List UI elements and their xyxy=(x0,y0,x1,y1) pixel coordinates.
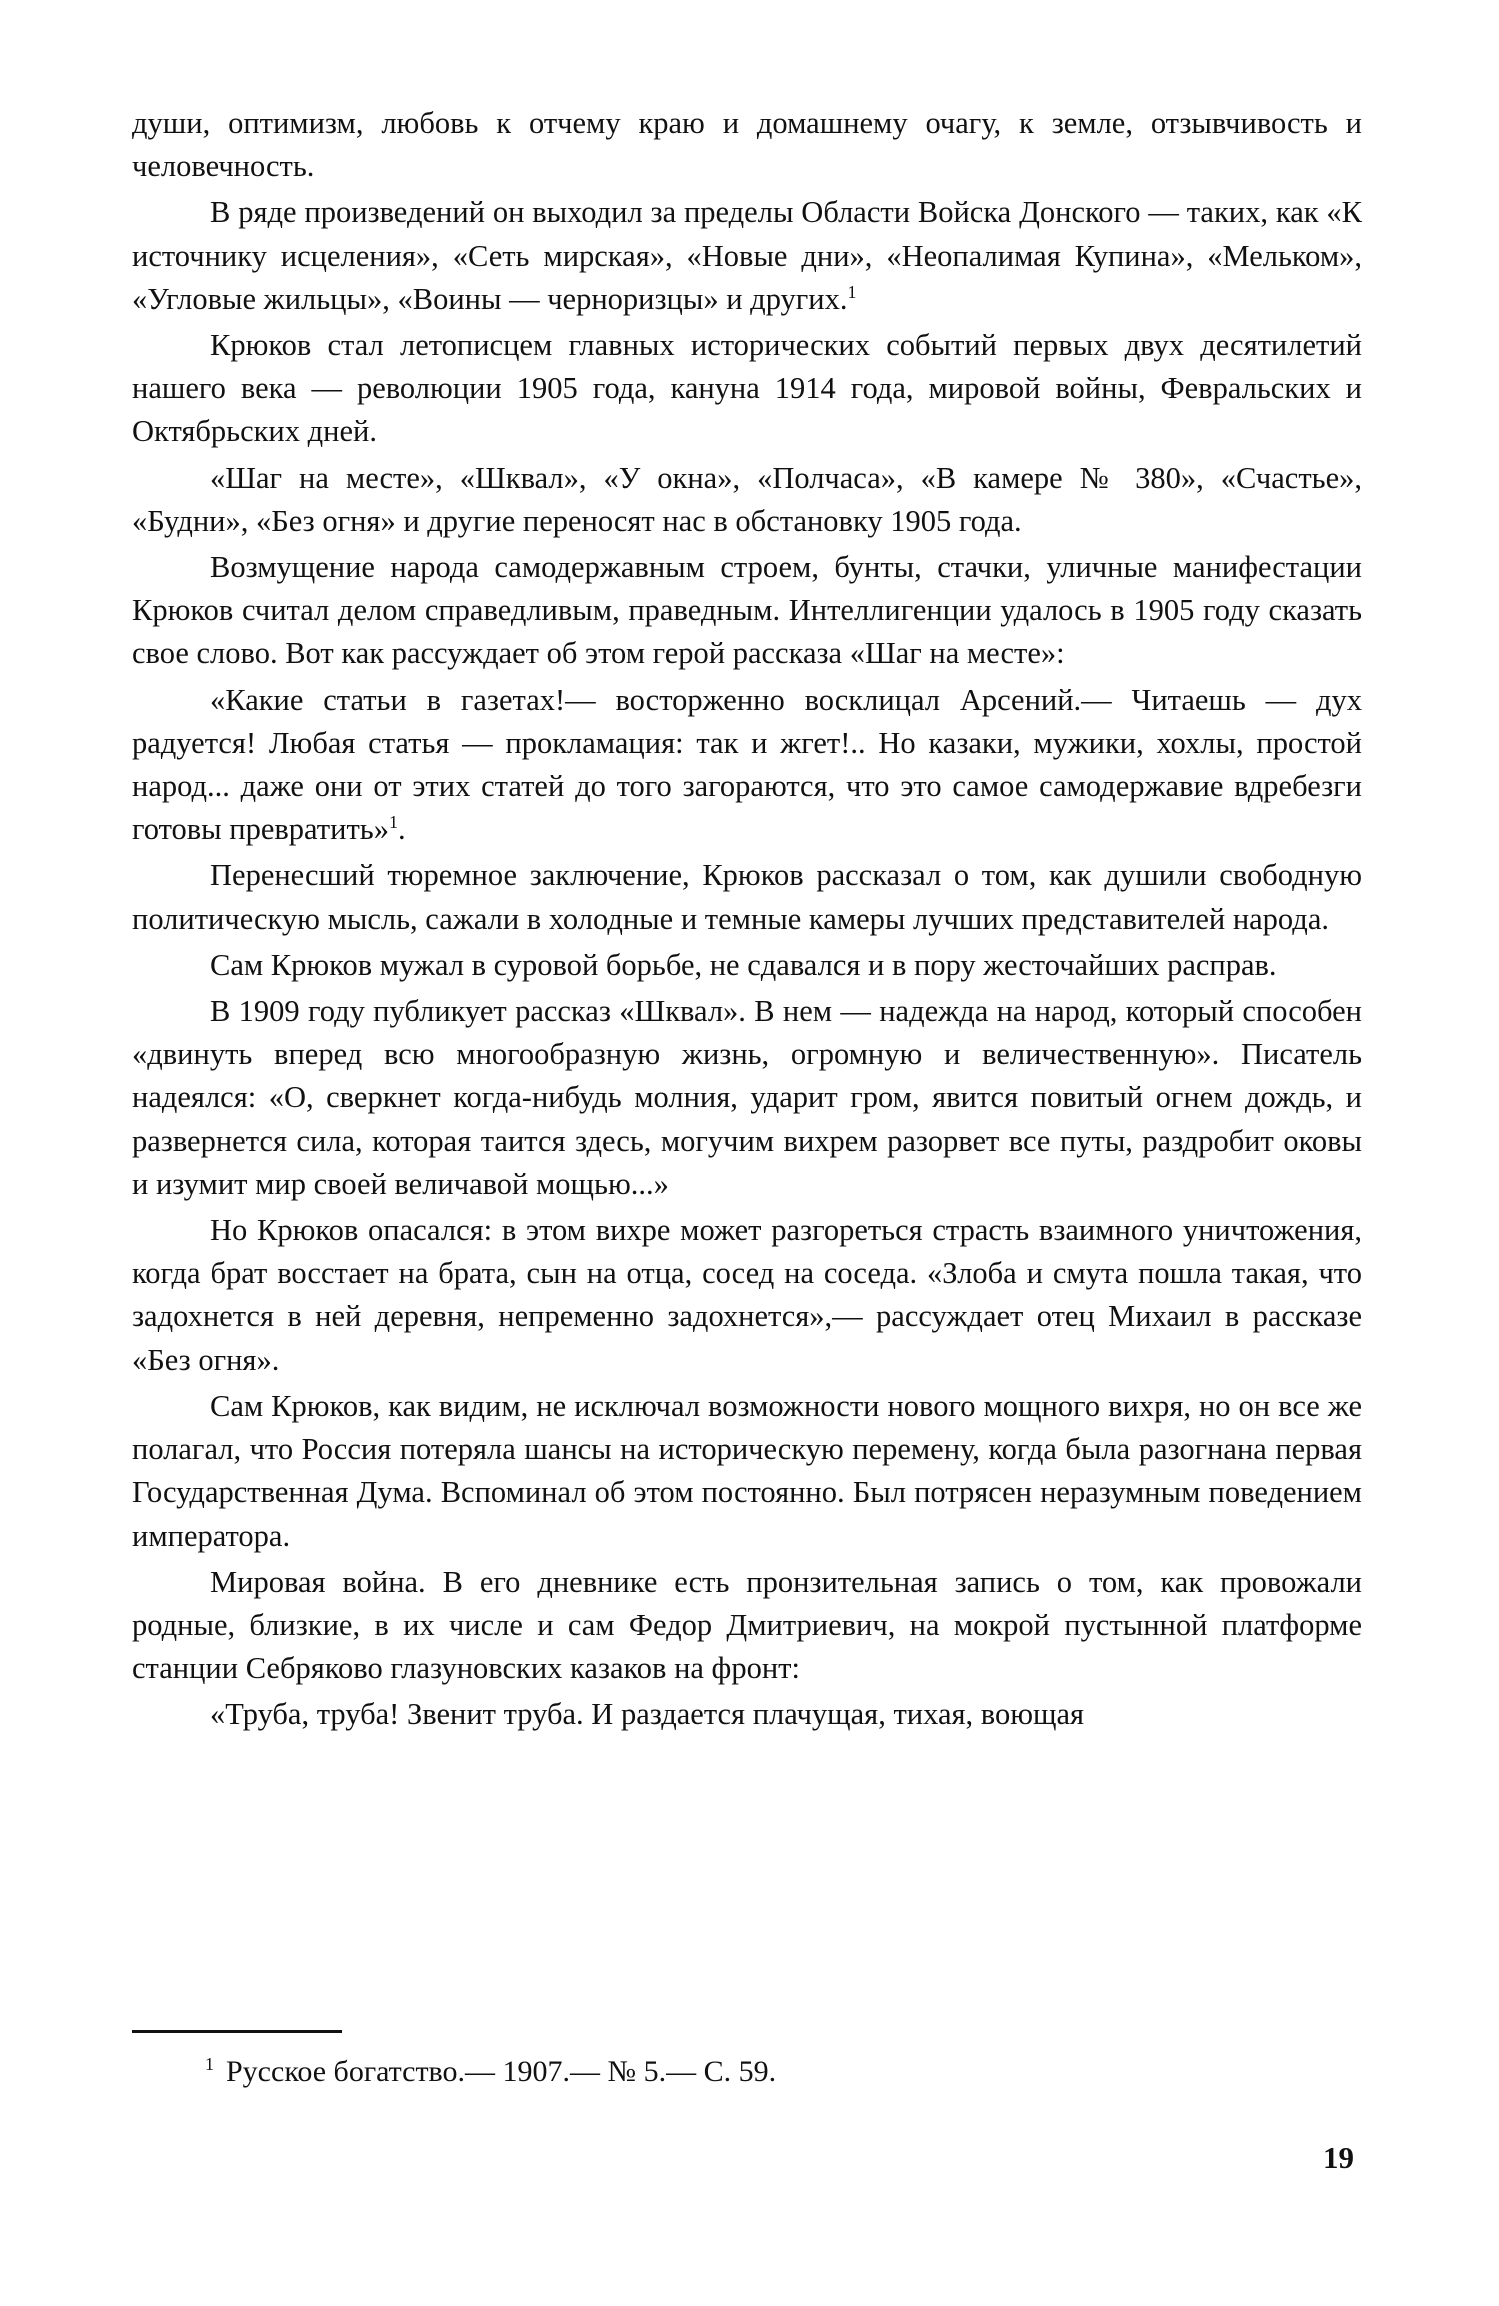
page-body xyxy=(132,102,1362,1737)
paragraph-6-text: «Какие статьи в газетах!— восторженно восклицал Арсений.— Читаешь — дух радуется! Любая статья — прокламация: так и жгет!.. Но казаки, мужики, хохлы, простой народ... даже они от этих статей до того загораются, что это самое самодержавие вдребезги готовы превратить» xyxy=(132,682,1362,847)
footnote-reference: 1 xyxy=(388,812,398,833)
paragraph-6-quote xyxy=(132,679,1362,852)
paragraph-13: «Труба, труба! Звенит труба. И раздается плачущая, тихая, воющая xyxy=(210,1697,1085,1732)
paragraph-2-text: В ряде произведений он выходил за пределы Области Войска Донского — таких, как «К источнику исцеления», «Сеть мирская», «Новые дни», «Неопалимая Купина», «Мельком», «Угловые жильцы», «Воины — черноризцы» и других. xyxy=(132,195,1362,316)
paragraph-1: души, оптимизм, любовь к отчему краю и домашнему очагу, к земле, отзывчивость и человечность. xyxy=(132,106,1362,184)
footnote-text: Русское богатство.— 1907.— № 5.— С. 59. xyxy=(226,2055,777,2088)
footnote xyxy=(205,2052,776,2092)
paragraph-12: Мировая война. В его дневнике есть пронзительная запись о том, как провожали родные, близкие, в их числе и сам Федор Дмитриевич, на мокрой пустынной платформе станции Себряково глазуновских казаков на фронт: xyxy=(132,1564,1362,1686)
paragraph-11: Сам Крюков, как видим, не исключал возможности нового мощного вихря, но он все же полагал, что Россия потеряла шансы на историческую перемену, когда была разогнана первая Государственная Дума. Вспоминал об этом постоянно. Был потрясен неразумным поведением императора. xyxy=(132,1388,1362,1553)
paragraph-6-end: . xyxy=(397,812,406,847)
paragraph-9: В 1909 году публикует рассказ «Шквал». В нем — надежда на народ, который способен «двинуть вперед всю многообразную жизнь, огромную и величественную». Писатель надеялся: «О, сверкнет когда-нибудь молния, ударит гром, явится повитый огнем дождь, и развернется сила, которая таится здесь, могучим вихрем разорвет все путы, раздробит оковы и изумит мир своей величавой мощью...» xyxy=(132,994,1362,1201)
footnote-divider xyxy=(132,2030,342,2033)
paragraph-8: Сам Крюков мужал в суровой борьбе, не сдавался и в пору жесточайших расправ. xyxy=(210,947,1277,982)
paragraph-5: Возмущение народа самодержавным строем, бунты, стачки, уличные манифестации Крюков считал делом справедливым, праведным. Интеллигенции удалось в 1905 году сказать свое слово. Вот как рассуждает об этом герой рассказа «Шаг на месте»: xyxy=(132,550,1362,671)
footnote-reference: 1 xyxy=(847,281,857,302)
paragraph-3: Крюков стал летописцем главных исторических событий первых двух десятилетий нашего века — революции 1905 года, кануна 1914 года, мировой войны, Февральских и Октябрьских дней. xyxy=(132,328,1362,449)
paragraph-10: Но Крюков опасался: в этом вихре может разгореться страсть взаимного уничтожения, когда брат восстает на брата, сын на отца, сосед на соседа. «Злоба и смута пошла такая, что задохнется в ней деревня, непременно задохнется»,— рассуждает отец Михаил в рассказе «Без огня». xyxy=(132,1213,1362,1377)
paragraph-4: «Шаг на месте», «Шквал», «У окна», «Полчаса», «В камере № 380», «Счастье», «Будни», «Без огня» и другие переносят нас в обстановку 1905 года. xyxy=(132,460,1362,538)
footnote-marker: 1 xyxy=(205,2054,214,2074)
paragraph-7: Перенесший тюремное заключение, Крюков рассказал о том, как душили свободную политическую мысль, сажали в холодные и темные камеры лучших представителей народа. xyxy=(132,858,1362,936)
paragraph-2 xyxy=(132,191,1362,321)
page-number: 19 xyxy=(1323,2140,1354,2175)
